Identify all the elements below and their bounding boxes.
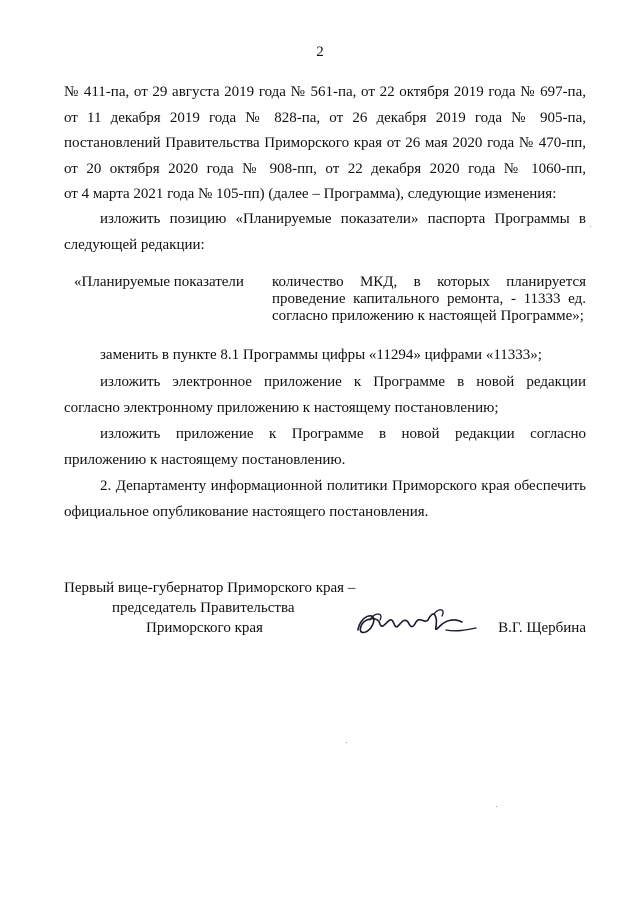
passport-label: «Планируемые показатели	[74, 274, 244, 290]
intro-line: № 411-па, от 29 августа 2019 года № 561-па, от 22 октября 2019 года № 697-па,	[64, 84, 586, 100]
item-text: изложить позицию «Планируемые показатели» паспорта Программы в следующей редакции:	[64, 211, 586, 253]
scan-speck	[346, 742, 347, 743]
item-text: изложить приложение к Программе в новой редакции согласно приложению к настоящему постановлению.	[64, 426, 586, 468]
intro-line: от 20 октября 2020 года № 908-пп, от 22 декабря 2020 года № 1060-пп,	[64, 160, 586, 177]
page-number: 2	[316, 44, 324, 60]
signatory-title-line: председатель Правительства	[112, 600, 295, 616]
item-electronic-appendix	[64, 370, 586, 421]
item-replace-digits	[64, 343, 586, 369]
signatory-title-line: Первый вице-губернатор Приморского края –	[64, 580, 356, 596]
signatory-name: В.Г. Щербина	[498, 620, 586, 636]
scan-speck	[496, 806, 497, 807]
item-publication	[64, 474, 586, 525]
item-text: изложить электронное приложение к Программе в новой редакции согласно электронному приложению к настоящему постановлению;	[64, 374, 586, 416]
intro-paragraph	[64, 80, 586, 208]
item-appendix	[64, 422, 586, 473]
scan-speck	[590, 226, 591, 227]
passport-value: количество МКД, в которых планируется проведение капитального ремонта, - 11333 ед. согласно приложению к настоящей Программе»;	[272, 274, 586, 324]
signatory-title-line: Приморского края	[146, 620, 263, 636]
item-text: заменить в пункте 8.1 Программы цифры «11294» цифрами «11333»;	[100, 347, 542, 363]
intro-line: от 11 декабря 2019 года № 828-па, от 26 декабря 2019 года № 905-па,	[64, 109, 586, 126]
intro-line: постановлений Правительства Приморского края от 26 мая 2020 года № 470-пп,	[64, 135, 586, 151]
item-passport-position	[64, 207, 586, 258]
handwritten-signature	[350, 600, 480, 648]
item-text: 2. Департаменту информационной политики Приморского края обеспечить официальное опубликование настоящего постановления.	[64, 478, 586, 520]
intro-line: от 4 марта 2021 года № 105-пп) (далее – Программа), следующие изменения:	[64, 186, 557, 202]
